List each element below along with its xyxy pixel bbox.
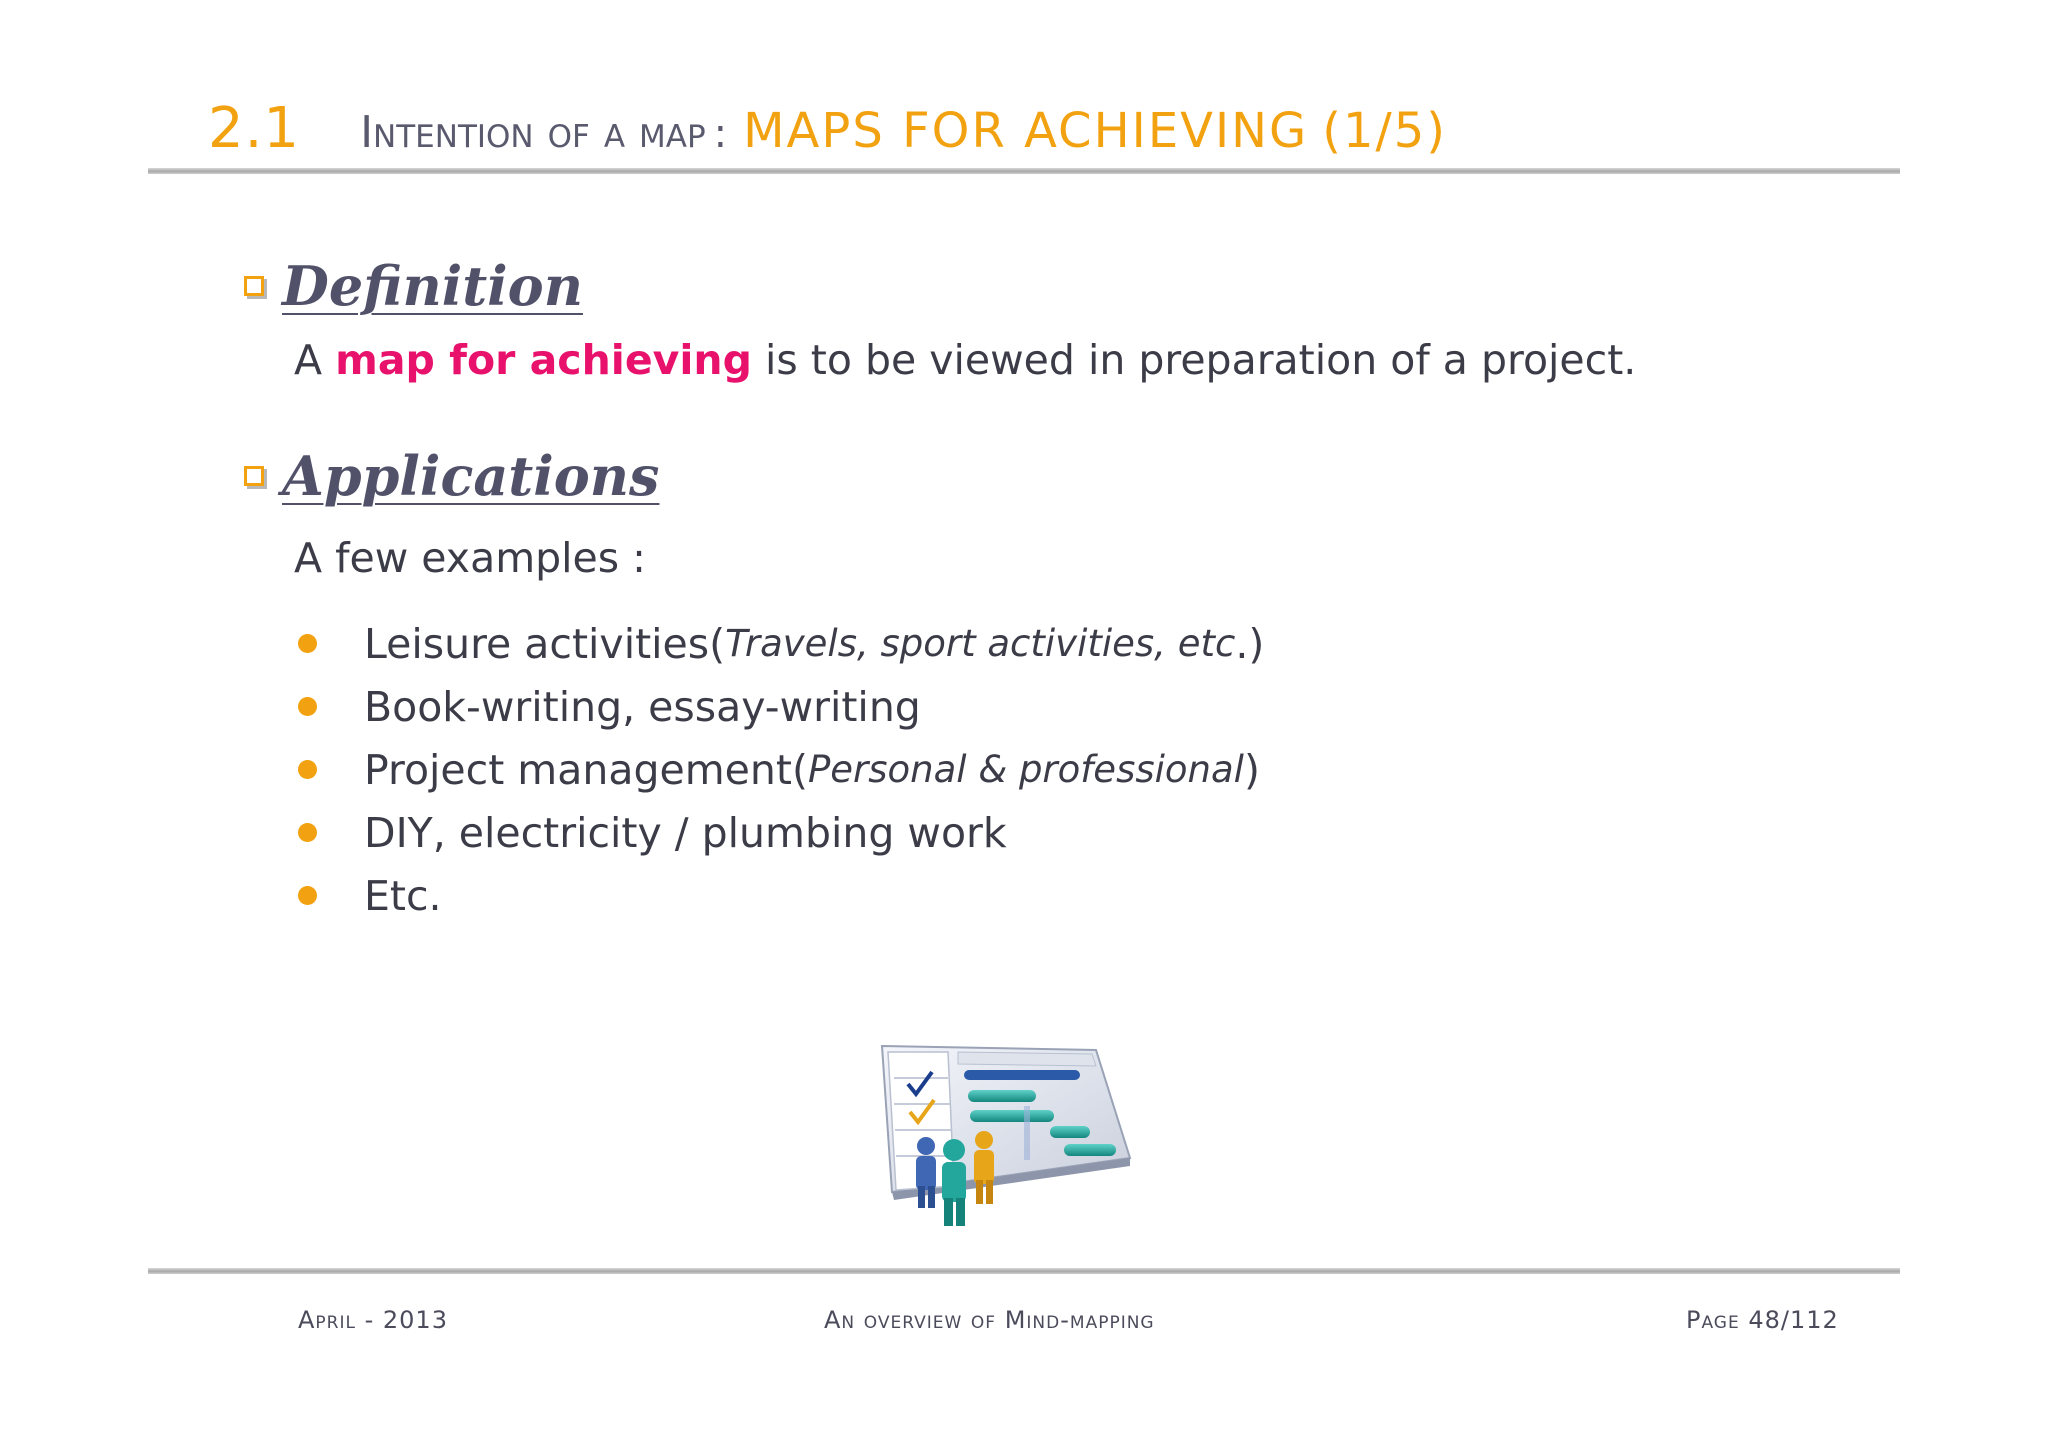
list-item-text: Leisure activities [364, 619, 710, 668]
footer-title: An overview of Mind-mapping [824, 1306, 1155, 1334]
list-item [294, 738, 1264, 801]
person-icon [942, 1139, 966, 1226]
list-item [294, 864, 1264, 927]
header-divider [148, 168, 1900, 174]
section-label: Intention of a map [360, 107, 706, 158]
slide-pagination: (1/5) [1322, 103, 1447, 159]
list-item-note: Personal & professional [807, 748, 1244, 791]
applications-title: Applications [282, 444, 660, 508]
bullet-dot-icon [298, 886, 317, 905]
list-item-text: Book-writing, essay-writing [364, 682, 921, 731]
list-item [294, 612, 1264, 675]
list-item-text: DIY, electricity / plumbing work [364, 808, 1007, 857]
definition-title: Definition [282, 254, 583, 318]
bullet-dot-icon [298, 697, 317, 716]
list-item-paren-open: ( [791, 745, 808, 794]
list-item-note: Travels, sport activities, etc [725, 622, 1236, 665]
definition-highlight: map for achieving [335, 336, 752, 384]
list-item-paren-open: ( [709, 619, 726, 668]
footer-divider [148, 1268, 1900, 1274]
examples-list [294, 612, 1264, 927]
definition-text [294, 336, 1636, 384]
list-item [294, 675, 1264, 738]
list-item-text: Etc. [364, 871, 442, 920]
list-item [294, 801, 1264, 864]
definition-text-after: is to be viewed in preparation of a project. [751, 336, 1637, 384]
footer-date: April - 2013 [298, 1306, 448, 1334]
bullet-dot-icon [298, 823, 317, 842]
list-item-text: Project management [364, 745, 792, 794]
applications-intro: A few examples : [294, 534, 646, 582]
project-planning-icon [864, 1036, 1136, 1232]
slide-header [208, 96, 1447, 168]
person-icon [916, 1137, 936, 1208]
footer-page-number: Page 48/112 [1686, 1306, 1839, 1334]
slide-title: MAPS FOR ACHIEVING [743, 103, 1309, 159]
section-number: 2.1 [208, 96, 301, 161]
person-icon [974, 1131, 994, 1204]
header-separator: : [713, 111, 728, 157]
checkbox-bullet-icon [244, 466, 264, 486]
bullet-dot-icon [298, 760, 317, 779]
applications-heading [244, 444, 659, 508]
checkbox-bullet-icon [244, 276, 264, 296]
definition-text-before: A [294, 336, 336, 384]
bullet-dot-icon [298, 634, 317, 653]
list-item-paren-close: ) [1243, 745, 1260, 794]
list-item-paren-close: .) [1235, 619, 1265, 668]
definition-heading [244, 254, 583, 318]
